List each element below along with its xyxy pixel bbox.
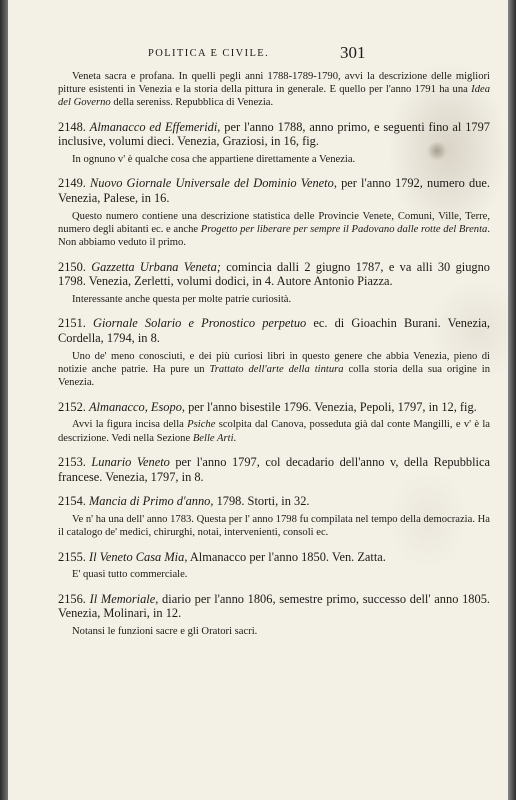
italic-title: Psiche <box>187 419 216 431</box>
catalog-entry <box>58 550 490 565</box>
italic-title: Almanacco, Esopo <box>88 399 182 414</box>
italic-title: Mancia di Primo d'anno <box>88 494 211 509</box>
text-run: 2153. <box>58 454 92 469</box>
catalog-entry <box>58 400 490 415</box>
text-run: della sereniss. Repubblica di Venezia. <box>110 97 274 109</box>
entry-note <box>58 210 490 250</box>
text-run: E' quasi tutto commerciale. <box>72 569 188 581</box>
text-run: 2151. <box>58 316 94 331</box>
text-run: colla storia della sua origine in Venezia. <box>58 364 491 389</box>
running-title: POLITICA E CIVILE. <box>148 48 270 59</box>
entry-note <box>58 418 490 444</box>
catalog-entry <box>58 260 490 290</box>
entry-note <box>58 568 490 581</box>
text-run: , diario per l'anno 1806, semestre primo, successo dell' anno 1805. Venezia, Molinari, in 12. <box>58 591 490 621</box>
entry-note <box>58 513 490 539</box>
italic-title: Trattato dell'arte della tintura <box>209 364 344 376</box>
catalog-entry <box>58 316 490 346</box>
text-run: 2150. <box>58 259 92 274</box>
italic-title: Progetto per liberare per sempre il Padovano dalle rotte del Brenta <box>200 224 488 236</box>
catalog-entry <box>58 592 490 622</box>
text-run: ec. di Gioachin Burani. Venezia, Cordella, 1794, in 8. <box>58 316 490 346</box>
text-run: 2148. <box>58 119 90 134</box>
text-run: 2152. <box>58 399 89 414</box>
text-run: Veneta sacra e profana. In quelli pegli anni 1788-1789-1790, avvi la descrizione delle migliori pitture esistenti in Venezia e la storia della pittura in generale. E quello per l'anno 1791 ha una <box>58 71 490 96</box>
text-run: In ognuno v' è qualche cosa che appartiene direttamente a Venezia. <box>72 154 356 166</box>
page-gutter-right <box>508 0 516 800</box>
text-run: per l'anno 1797, col decadario dell'anno v, della Repubblica francese. Venezia, 1797, in 8. <box>58 454 491 484</box>
italic-title: Belle Arti <box>192 432 234 444</box>
text-run: 2156. <box>58 591 90 606</box>
text-run: , per l'anno bisestile 1796. Venezia, Pepoli, 1797, in 12, fig. <box>181 399 477 414</box>
entry-note <box>58 70 490 110</box>
entry-note <box>58 153 490 166</box>
page-number: 301 <box>340 43 366 62</box>
entry-note <box>58 350 490 390</box>
catalog-entry <box>58 120 490 150</box>
text-run: , 1798. Storti, in 32. <box>210 494 310 509</box>
text-run: comincia dalli 2 giugno 1787, e va alli 30 giugno 1798. Venezia, Zerletti, volumi dodici, in 4. Autore Antonio Piazza. <box>58 259 490 289</box>
text-run: Ve n' ha una dell' anno 1783. Questa per l' anno 1798 fu compilata nel tempo della democrazia. Ha il catalogo de' medici, chirurghi, notai, intervenienti, consoli ec. <box>58 514 490 539</box>
italic-title: Lunario Veneto <box>91 454 170 469</box>
text-run: Avvi la figura incisa della <box>72 419 188 431</box>
text-run: Notansi le funzioni sacre e gli Oratori sacri. <box>72 626 258 638</box>
running-head <box>8 42 508 62</box>
text-run: , per l'anno 1792, numero due. Venezia, Palese, in 16. <box>58 176 491 206</box>
entry-note <box>58 293 490 306</box>
italic-title: Gazzetta Urbana Veneta; <box>91 259 221 274</box>
catalog-entry <box>58 455 490 485</box>
text-run: 2154. <box>58 494 89 509</box>
page-gutter-left <box>0 0 8 800</box>
italic-title: Il Veneto Casa Mia <box>88 549 185 564</box>
book-page <box>8 0 508 800</box>
italic-title: Nuovo Giornale Universale del Dominio Veneto <box>90 176 334 191</box>
italic-title: Il Memoriale <box>89 591 156 606</box>
text-run: Interessante anche questa per molte patrie curiosità. <box>72 294 292 306</box>
entry-note <box>58 625 490 638</box>
text-run: 2149. <box>58 176 91 191</box>
text-run: 2155. <box>58 549 89 564</box>
text-run: . <box>233 432 237 444</box>
text-run: scolpita dal Canova, posseduta già dal conte Mangilli, e v' è la descrizione. Vedi nella Sezione <box>58 419 490 444</box>
catalog-entry <box>58 176 490 206</box>
italic-title: Giornale Solario e Pronostico perpetuo <box>93 316 307 331</box>
italic-title: Almanacco ed Effemeridi <box>89 119 218 134</box>
italic-title: Idea del Governo <box>58 84 490 109</box>
text-run: , per l'anno 1788, anno primo, e seguenti fino al 1797 inclusive, volumi dieci. Venezia, Graziosi, in 16, fig. <box>58 119 490 149</box>
text-run: Uno de' meno conosciuti, e dei più curiosi libri in questo genere che abbia Venezia, pieno di notizie anche patrie. Ha pure un <box>58 351 490 376</box>
body-text <box>58 70 490 638</box>
catalog-entry <box>58 494 490 509</box>
text-run: . Non abbiamo veduto il primo. <box>58 224 490 249</box>
text-run: , Almanacco per l'anno 1850. Ven. Zatta. <box>184 549 386 564</box>
text-run: Questo numero contiene una descrizione statistica delle Provincie Venete, Comuni, Ville, Terre, numero degli abitanti ec. e anche <box>58 211 490 236</box>
